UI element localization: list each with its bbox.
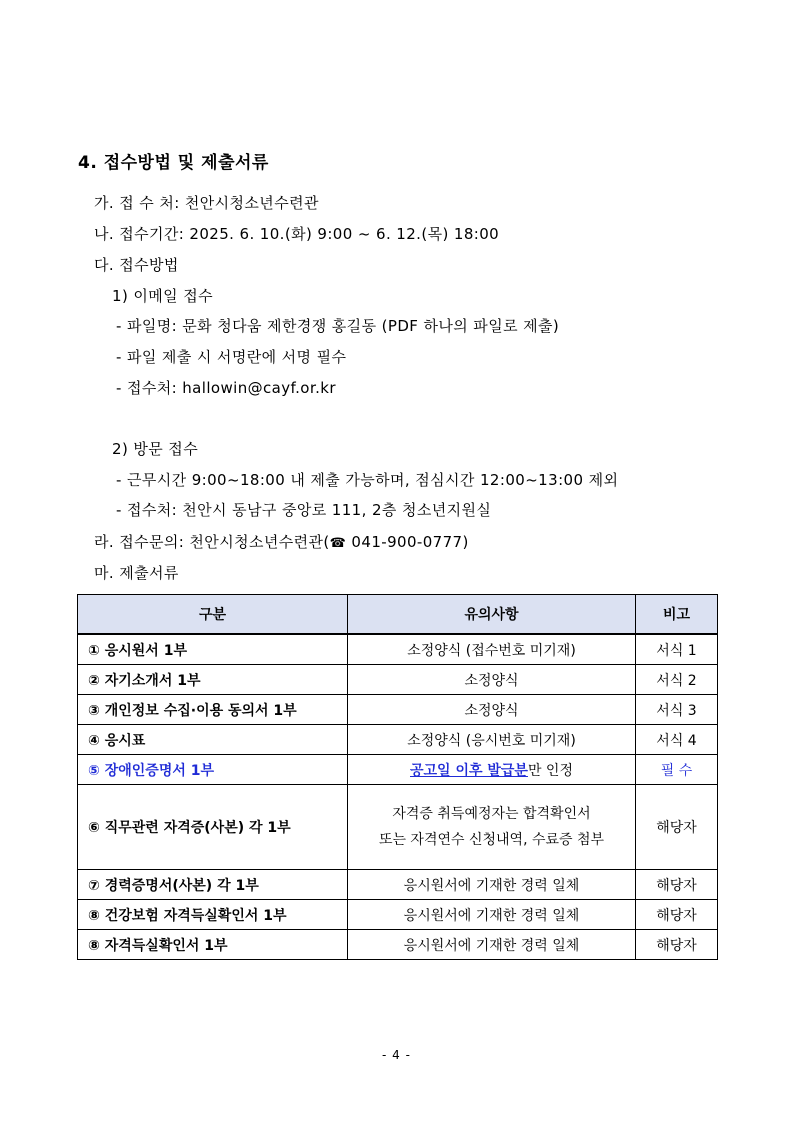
table-row — [78, 725, 718, 755]
reception-method-heading: 다. 접수방법 — [94, 256, 179, 274]
inquiry-line — [94, 532, 469, 554]
document-note: 소정양식 (응시번호 미기재) — [348, 725, 636, 755]
table-row — [78, 634, 718, 665]
table-row — [78, 930, 718, 960]
document-remark: 서식 3 — [636, 695, 718, 725]
reception-place: 가. 접 수 처: 천안시청소년수련관 — [94, 194, 319, 212]
document-name: ⑧ 자격득실확인서 1부 — [78, 930, 348, 960]
table-header-row — [78, 595, 718, 635]
document-remark: 해당자 — [636, 900, 718, 930]
table-row-highlighted — [78, 755, 718, 785]
section-title: 4. 접수방법 및 제출서류 — [78, 153, 269, 173]
visit-heading: 2) 방문 접수 — [112, 440, 199, 458]
header-remarks: 비고 — [636, 595, 718, 635]
note-line-1: 자격증 취득예정자는 합격확인서 — [392, 806, 591, 822]
document-remark: 해당자 — [636, 785, 718, 870]
reception-period: 나. 접수기간: 2025. 6. 10.(화) 9:00 ~ 6. 12.(목) 18:00 — [94, 225, 500, 243]
document-remark: 서식 4 — [636, 725, 718, 755]
email-heading: 1) 이메일 접수 — [112, 287, 213, 305]
note-emphasis: 공고일 이후 발급분 — [410, 762, 528, 779]
table-row — [78, 870, 718, 900]
note-suffix: 만 인정 — [527, 762, 573, 779]
phone-icon: ☎ — [329, 536, 347, 551]
email-address: - 접수처: hallowin@cayf.or.kr — [116, 379, 336, 397]
document-remark: 서식 1 — [636, 634, 718, 665]
document-note — [348, 785, 636, 870]
document-remark: 필 수 — [636, 755, 718, 785]
documents-table — [77, 594, 718, 960]
document-name: ② 자기소개서 1부 — [78, 665, 348, 695]
document-remark: 서식 2 — [636, 665, 718, 695]
page-number: - 4 - — [382, 1048, 411, 1062]
document-remark: 해당자 — [636, 930, 718, 960]
visit-place: - 접수처: 천안시 동남구 중앙로 111, 2층 청소년지원실 — [116, 501, 492, 519]
inquiry-prefix: 라. 접수문의: 천안시청소년수련관( — [94, 533, 330, 551]
header-notes: 유의사항 — [348, 595, 636, 635]
document-remark: 해당자 — [636, 870, 718, 900]
table-row — [78, 900, 718, 930]
table-row — [78, 785, 718, 870]
note-line-2: 또는 자격연수 신청내역, 수료증 첨부 — [378, 832, 605, 848]
table-row — [78, 665, 718, 695]
document-name: ④ 응시표 — [78, 725, 348, 755]
email-filename-rule: - 파일명: 문화 청다움 제한경쟁 홍길동 (PDF 하나의 파일로 제출) — [116, 317, 560, 335]
document-note: 응시원서에 기재한 경력 일체 — [348, 930, 636, 960]
header-category: 구분 — [78, 595, 348, 635]
document-note: 소정양식 — [348, 695, 636, 725]
documents-heading: 마. 제출서류 — [94, 564, 179, 582]
document-name: ⑧ 건강보험 자격득실확인서 1부 — [78, 900, 348, 930]
document-note: 응시원서에 기재한 경력 일체 — [348, 870, 636, 900]
document-name: ⑦ 경력증명서(사본) 각 1부 — [78, 870, 348, 900]
email-signature-rule: - 파일 제출 시 서명란에 서명 필수 — [116, 348, 347, 366]
document-note: 소정양식 (접수번호 미기재) — [348, 634, 636, 665]
visit-hours: - 근무시간 9:00~18:00 내 제출 가능하며, 점심시간 12:00~13:00 제외 — [116, 471, 619, 489]
document-note — [348, 755, 636, 785]
inquiry-phone: 041-900-0777) — [346, 533, 469, 551]
document-name: ① 응시원서 1부 — [78, 634, 348, 665]
document-note: 소정양식 — [348, 665, 636, 695]
document-note: 응시원서에 기재한 경력 일체 — [348, 900, 636, 930]
document-name: ⑤ 장애인증명서 1부 — [78, 755, 348, 785]
document-name: ③ 개인정보 수집·이용 동의서 1부 — [78, 695, 348, 725]
table-row — [78, 695, 718, 725]
document-name: ⑥ 직무관련 자격증(사본) 각 1부 — [78, 785, 348, 870]
